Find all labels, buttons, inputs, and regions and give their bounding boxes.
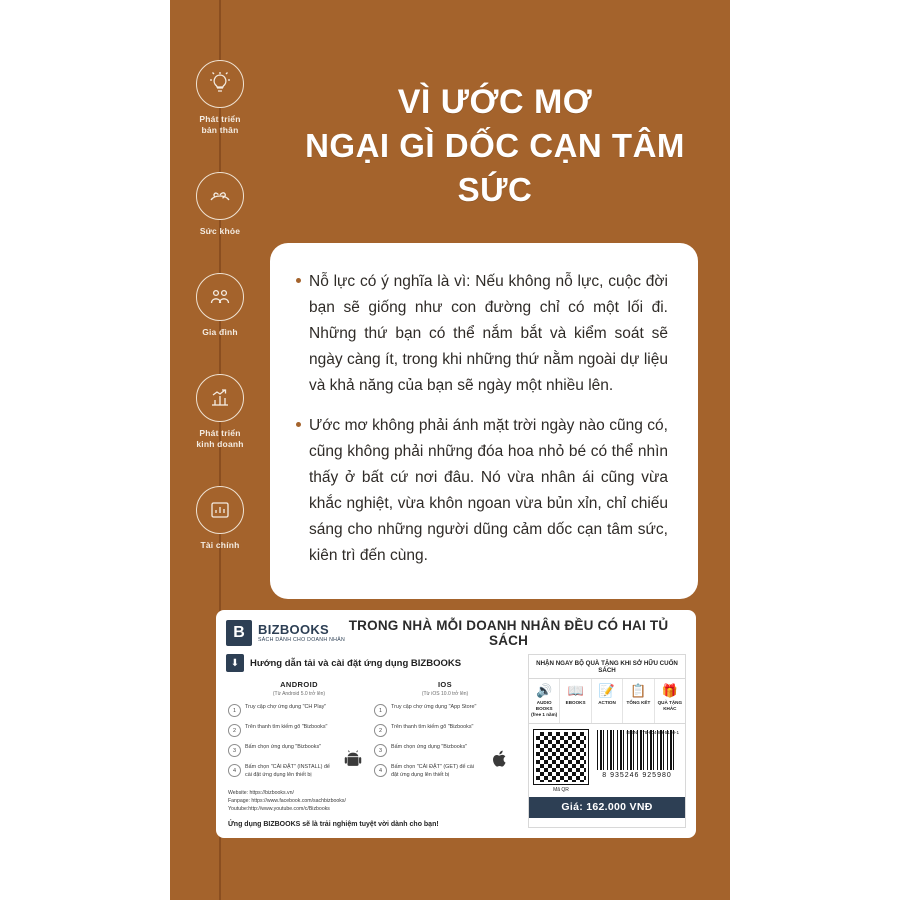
bizbooks-logo-icon: B [226, 620, 252, 646]
install-guide-title: Hướng dẫn tải và cài đặt ứng dụng BIZBOOKS [250, 657, 462, 669]
rail-item-label: Phát triển kinh doanh [196, 428, 244, 449]
step-text: Trên thanh tìm kiếm gõ "Bizbooks" [391, 724, 474, 730]
description-card [270, 243, 698, 599]
youtube-link[interactable]: Youtube:http://www.youtube.com/c/Bizbooks [228, 806, 330, 812]
step-number: 1 [228, 704, 241, 717]
android-icon [342, 748, 364, 775]
business-growth-icon [196, 374, 244, 422]
install-step [226, 723, 372, 737]
publisher-name: BIZBOOKS [258, 621, 330, 637]
step-text: Bấm chọn "CÀI ĐẶT" (GET) để cài đặt ứng dụng lên thiết bị [391, 764, 474, 778]
ebooks-icon: 📖 [567, 683, 584, 698]
rail-item-business-development [170, 374, 270, 450]
family-icon [196, 273, 244, 321]
gift-item-label: AUDIO BOOKS (free 1 năm) [531, 700, 558, 717]
rail-item-family [170, 273, 270, 338]
title-line-1: VÌ ƯỚC MƠ [397, 83, 593, 121]
panel-headline: TRONG NHÀ MỖI DOANH NHÂN ĐỀU CÓ HAI TỦ SÁCH [348, 618, 669, 648]
health-hand-icon [196, 172, 244, 220]
gift-headline: NHẬN NGAY BỘ QUÀ TẶNG KHI SỞ HỮU CUỐN SÁCH [529, 655, 685, 679]
qr-block [533, 730, 589, 793]
gift-icon: 🎁 [661, 683, 678, 698]
barcode-number: 8 935246 925980 [602, 772, 672, 779]
app-footer-note: Ứng dụng BIZBOOKS sẽ là trải nghiệm tuyệt vời dành cho bạn! [228, 821, 439, 828]
panel-body [216, 654, 696, 838]
step-text: Bấm chọn ứng dụng "Bizbooks" [391, 744, 468, 750]
price-badge: Giá: 162.000 VNĐ [529, 797, 685, 818]
publisher-tagline: SÁCH DÀNH CHO DOANH NHÂN [258, 636, 346, 643]
qr-code-icon[interactable] [534, 730, 588, 784]
step-text: Truy cập chợ ứng dụng "App Store" [391, 704, 477, 710]
app-download-icon: ⬇ [226, 654, 244, 672]
platform-android [226, 680, 372, 785]
gift-item-ebooks [560, 679, 591, 723]
install-step [372, 703, 518, 717]
platform-ios [372, 680, 518, 785]
apple-icon [490, 748, 510, 775]
rail-item-finance [170, 486, 270, 551]
barcode-icon [597, 730, 677, 770]
step-number: 3 [374, 744, 387, 757]
install-guide-section [226, 654, 518, 828]
description-text: Ước mơ không phải ánh mặt trời ngày nào cũng có, cũng không phải những đóa hoa nhỏ bé có thể nhìn thấy ở bất cứ nơi đâu. Nó vừa nhân ái cũng vừa khắc nghiệt, vừa khôn ngoan vừa bủn xỉn, chỉ chiếu sáng cho những người dũng cảm dốc cạn tâm sức, kiên trì đến cùng. [309, 417, 668, 564]
fanpage-link[interactable]: Fanpage: https://www.facebook.com/sachbizbooks/ [228, 798, 346, 804]
website-link[interactable]: Website: https://bizbooks.vn/ [228, 790, 294, 796]
action-icon: 📝 [598, 683, 616, 698]
install-step [372, 723, 518, 737]
audio-books-icon: 🔊 [536, 683, 553, 698]
bullet-dot-icon [296, 278, 301, 283]
finance-chart-icon [196, 486, 244, 534]
rail-item-health [170, 172, 270, 237]
gift-item-other-gifts [655, 679, 685, 723]
platform-requirement: (Từ Android 5.0 trở lên) [272, 691, 326, 697]
step-number: 1 [374, 704, 387, 717]
description-bullet [296, 269, 668, 399]
publisher-header [216, 610, 696, 654]
rail-item-label: Gia đình [202, 327, 238, 337]
step-text: Bấm chọn ứng dụng "Bizbooks" [245, 744, 322, 750]
publisher-links[interactable] [226, 789, 518, 813]
lightbulb-icon [196, 60, 244, 108]
gift-item-label: ACTION [598, 700, 616, 705]
platform-name: IOS [437, 680, 453, 689]
platform-requirement: (Từ iOS 10.0 trở lên) [421, 691, 469, 697]
step-number: 4 [374, 764, 387, 777]
step-number: 4 [228, 764, 241, 777]
description-text: Nỗ lực có ý nghĩa là vì: Nếu không nỗ lực, cuộc đời bạn sẽ giống như con đường chỉ có một lối đi. Những thứ bạn có thể nắm bắt và kiểm soát sẽ ngày càng ít, trong khi những thứ nằm ngoài dự liệu và khả năng của bạn sẽ ngày một nhiều lên. [309, 273, 668, 394]
summary-icon: 📋 [630, 683, 647, 698]
book-cover [170, 0, 730, 900]
platform-columns [226, 680, 518, 785]
codes-row [529, 724, 685, 797]
description-bullet [296, 413, 668, 569]
step-number: 2 [228, 724, 241, 737]
gift-item-audio-books [529, 679, 560, 723]
barcode-block [593, 730, 681, 779]
install-step [226, 703, 372, 717]
category-rail [170, 60, 270, 587]
rail-item-self-development [170, 60, 270, 136]
bullet-dot-icon [296, 422, 301, 427]
rail-item-label: Tài chính [200, 540, 240, 550]
platform-name: ANDROID [280, 680, 318, 689]
publisher-logo-text [258, 623, 345, 643]
step-text: Trên thanh tìm kiếm gõ "Bizbooks" [245, 724, 328, 730]
gift-item-label: TỔNG KẾT [626, 700, 651, 705]
book-title [280, 80, 710, 212]
publisher-info-panel [216, 610, 696, 838]
isbn-text: ISBN: 978-604-89-5180-1 [626, 730, 679, 735]
step-number: 2 [374, 724, 387, 737]
step-text: Bấm chọn "CÀI ĐẶT" (INSTALL) để cài đặt ứng dụng lên thiết bị [245, 764, 330, 778]
install-guide-header [226, 654, 518, 672]
step-number: 3 [228, 744, 241, 757]
gift-items [529, 679, 685, 724]
gift-section [528, 654, 686, 828]
gift-item-label: QUÀ TẶNG KHÁC [657, 700, 683, 711]
gift-item-summary [623, 679, 654, 723]
gift-item-label: EBOOKS [565, 700, 586, 705]
rail-item-label: Sức khỏe [199, 226, 241, 236]
gift-item-action [592, 679, 623, 723]
rail-item-label: Phát triển bản thân [199, 114, 241, 135]
step-text: Truy cập chợ ứng dụng "CH Play" [245, 704, 327, 710]
qr-label: Mã QR [553, 787, 569, 793]
title-line-2: NGẠI GÌ DỐC CẠN TÂM SỨC [305, 127, 685, 208]
